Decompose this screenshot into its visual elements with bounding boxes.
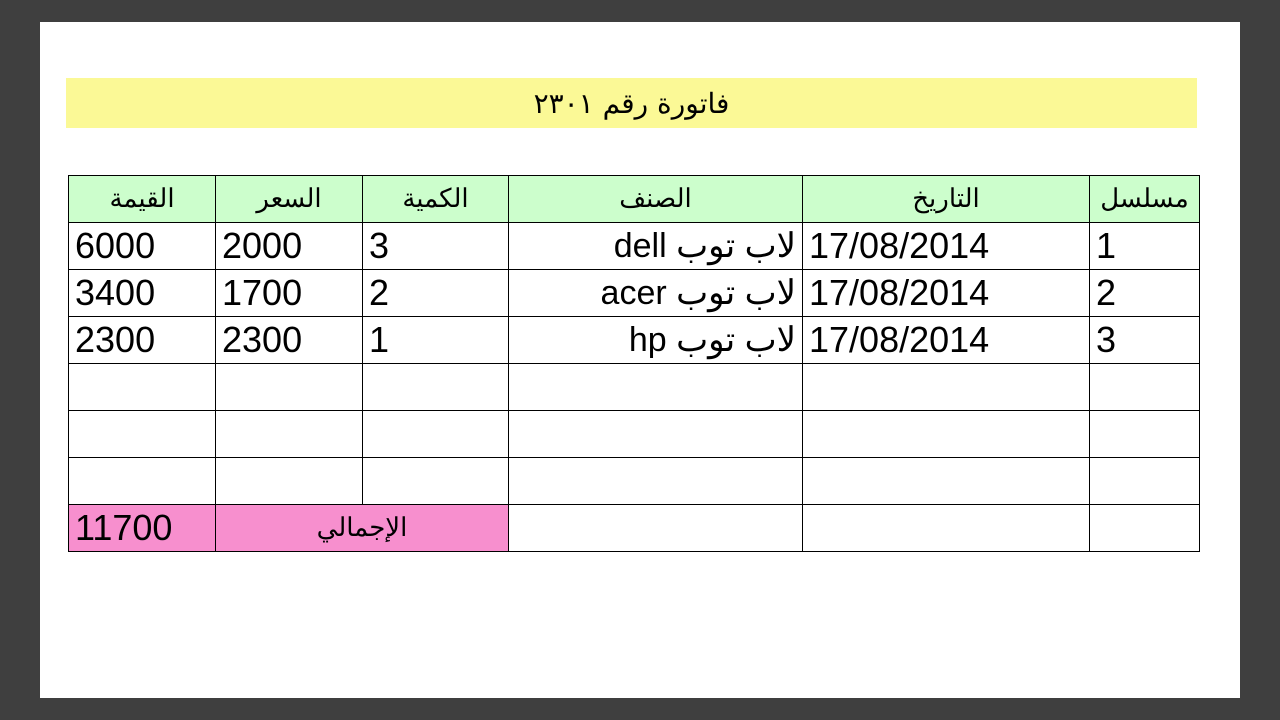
invoice-sheet [40,22,1240,698]
table-header-row [69,176,1200,223]
total-label: الإجمالي [216,505,509,552]
cell-serial: 2 [1090,270,1200,317]
empty-cell [363,364,509,411]
header-value: القيمة [69,176,216,223]
total-value: 11700 [69,505,216,552]
header-price: السعر [216,176,363,223]
cell-serial: 1 [1090,223,1200,270]
header-serial: مسلسل [1090,176,1200,223]
table-row [69,223,1200,270]
cell-quantity: 1 [363,317,509,364]
cell-price: 1700 [216,270,363,317]
empty-cell [803,505,1090,552]
empty-cell [363,411,509,458]
empty-row [69,458,1200,505]
empty-cell [69,364,216,411]
cell-value: 6000 [69,223,216,270]
empty-cell [509,458,803,505]
cell-quantity: 2 [363,270,509,317]
cell-date: 17/08/2014 [803,270,1090,317]
cell-value: 3400 [69,270,216,317]
cell-price: 2300 [216,317,363,364]
empty-cell [69,458,216,505]
empty-row [69,411,1200,458]
header-quantity: الكمية [363,176,509,223]
empty-cell [216,458,363,505]
empty-cell [216,411,363,458]
cell-date: 17/08/2014 [803,317,1090,364]
empty-cell [1090,411,1200,458]
cell-price: 2000 [216,223,363,270]
invoice-title: فاتورة رقم ٢٣٠١ [66,78,1197,128]
table-row [69,270,1200,317]
header-item: الصنف [509,176,803,223]
empty-cell [803,364,1090,411]
empty-cell [509,411,803,458]
empty-cell [803,458,1090,505]
cell-value: 2300 [69,317,216,364]
empty-cell [509,505,803,552]
empty-cell [1090,364,1200,411]
empty-cell [363,458,509,505]
empty-row [69,364,1200,411]
cell-item: لاب توب dell [509,223,803,270]
empty-cell [509,364,803,411]
empty-cell [216,364,363,411]
cell-item: لاب توب hp [509,317,803,364]
empty-cell [803,411,1090,458]
empty-cell [1090,505,1200,552]
empty-cell [1090,458,1200,505]
cell-quantity: 3 [363,223,509,270]
empty-cell [69,411,216,458]
total-row [69,505,1200,552]
cell-serial: 3 [1090,317,1200,364]
invoice-table [68,175,1200,552]
cell-item: لاب توب acer [509,270,803,317]
cell-date: 17/08/2014 [803,223,1090,270]
table-row [69,317,1200,364]
header-date: التاريخ [803,176,1090,223]
